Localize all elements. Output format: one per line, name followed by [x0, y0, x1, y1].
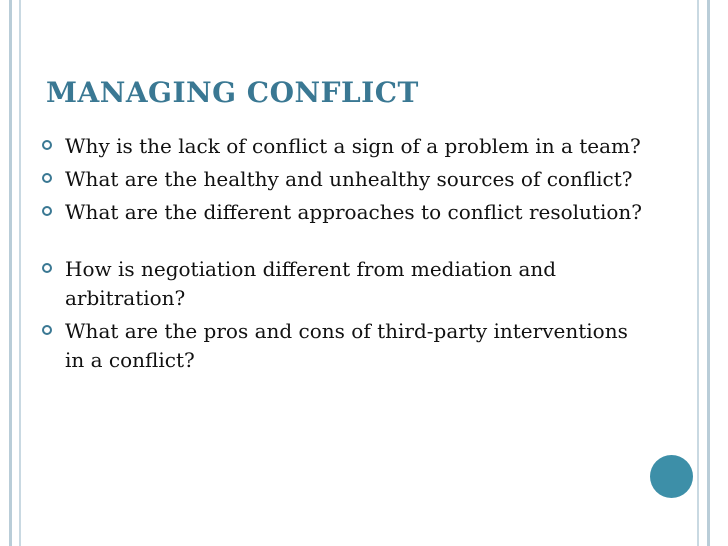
bullet-item	[42, 165, 642, 194]
bullet-text: How is negotiation different from mediation and arbitration?	[65, 257, 557, 310]
bullet-circle-icon	[42, 173, 52, 183]
bullet-text: What are the healthy and unhealthy sources of conflict?	[65, 167, 633, 191]
bullet-item	[42, 255, 642, 313]
bullet-item	[42, 317, 642, 375]
left-border-outer-line	[9, 0, 12, 546]
bullet-text: What are the different approaches to conflict resolution?	[65, 200, 643, 224]
decorative-circle	[650, 455, 693, 498]
bullet-circle-icon	[42, 140, 52, 150]
bullet-item	[42, 132, 642, 161]
bullet-circle-icon	[42, 263, 52, 273]
bullet-list	[42, 132, 642, 379]
right-border-inner-line	[697, 0, 699, 546]
left-border-inner-line	[19, 0, 21, 546]
bullet-circle-icon	[42, 206, 52, 216]
right-border-outer-line	[707, 0, 710, 546]
bullet-item	[42, 198, 642, 227]
bullet-circle-icon	[42, 325, 52, 335]
bullet-text: What are the pros and cons of third-party interventions in a conflict?	[65, 319, 628, 372]
slide-title: MANAGING CONFLICT	[46, 76, 419, 109]
bullet-text: Why is the lack of conflict a sign of a problem in a team?	[65, 134, 641, 158]
